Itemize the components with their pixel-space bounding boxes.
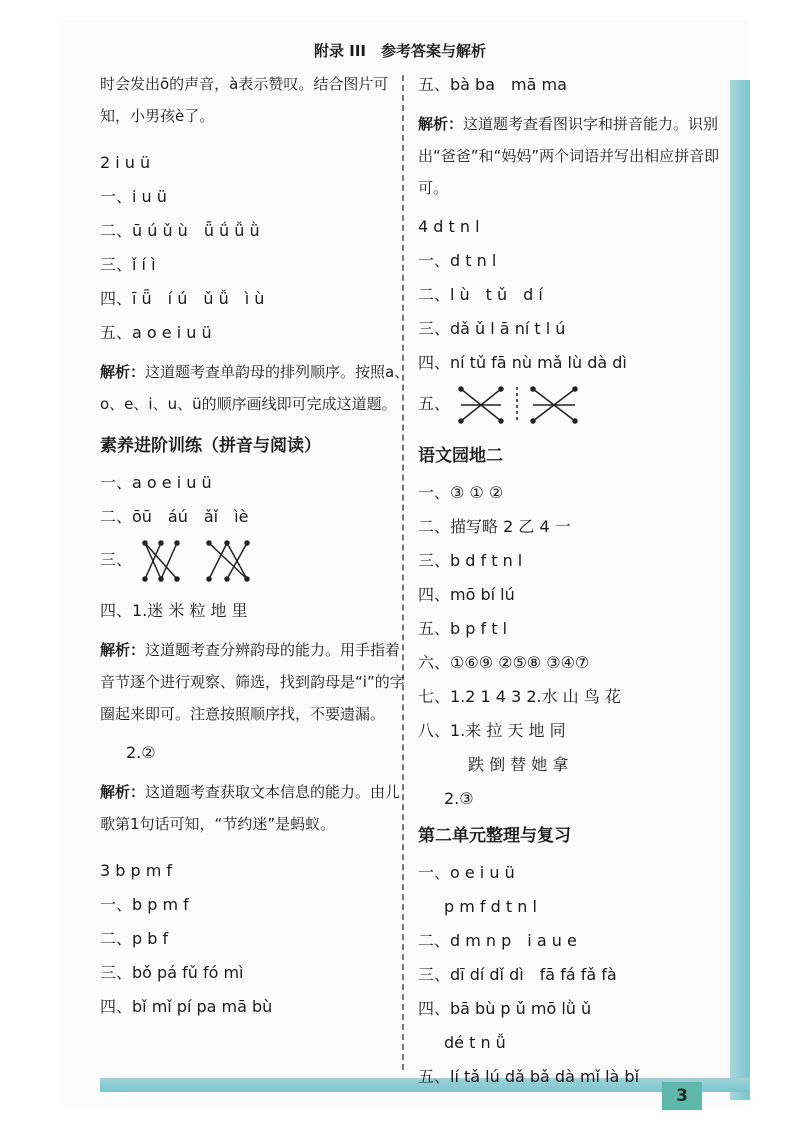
lesson4-q2: 二、l ù t ǔ d í xyxy=(418,285,543,304)
analysis-label: 解析： xyxy=(100,641,146,659)
training-analysis2 xyxy=(100,776,410,840)
analysis-label: 解析： xyxy=(418,115,464,133)
training-q2: 二、ōū áú ǎǐ ìè xyxy=(100,507,249,526)
training-q1: 一、a o e i u ü xyxy=(100,473,212,492)
lesson2-q3: 三、ǐ í ì xyxy=(100,255,156,274)
lesson4-title: 4 d t n l xyxy=(418,217,480,236)
lesson3-q5: 五、bà ba mā ma xyxy=(418,75,567,94)
garden-q5: 五、b p f t l xyxy=(418,619,508,638)
lesson2-q4: 四、ī ǖ í ú ǔ ǚ ì ù xyxy=(100,289,265,308)
review-q1: 一、o e i u ü xyxy=(418,863,515,882)
page-number: 3 xyxy=(662,1082,702,1110)
right-column xyxy=(418,68,728,1094)
lesson4-q1: 一、d t n l xyxy=(418,251,497,270)
training-q4: 四、1.迷 米 粒 地 里 xyxy=(100,601,248,620)
training-q4-part2: 2.② xyxy=(126,743,156,762)
lesson2-q2: 二、ū ú ǔ ù ǖ ǘ ǚ ǜ xyxy=(100,221,260,240)
garden-q7: 七、1.2 1 4 3 2.水 山 鸟 花 xyxy=(418,687,621,706)
review-title: 第二单元整理与复习 xyxy=(418,826,571,846)
lesson4-q5-label: 五、 xyxy=(418,394,451,413)
page-edge-right xyxy=(730,80,750,1100)
garden-q2: 二、描写略 2 乙 4 一 xyxy=(418,517,571,536)
garden-title: 语文园地二 xyxy=(418,446,503,466)
analysis-text: 这道题考查获取文本信息的能力。由儿歌第1句话可知，“节约迷”是蚂蚁。 xyxy=(100,783,401,833)
review-q5: 五、lí tǎ lú dǎ bǎ dà mǐ là bǐ xyxy=(418,1067,640,1086)
lesson2-title: 2 i u ü xyxy=(100,153,151,172)
garden-q8-part2: 2.③ xyxy=(444,789,474,808)
lesson3-analysis xyxy=(418,108,728,204)
garden-q6: 六、①⑥⑨ ②⑤⑧ ③④⑦ xyxy=(418,653,590,672)
lesson4-q5 xyxy=(418,380,728,428)
lesson3-q2: 二、p b f xyxy=(100,929,169,948)
lesson2-q5: 五、a o e i u ü xyxy=(100,323,212,342)
review-q2: 二、d m n p i a u e xyxy=(418,931,577,950)
training-title: 素养进阶训练（拼音与阅读） xyxy=(100,436,321,456)
training-q3 xyxy=(100,534,410,586)
garden-q1: 一、③ ① ② xyxy=(418,483,504,502)
matching-lines-drawing xyxy=(455,383,585,427)
garden-q8: 八、1.来 拉 天 地 同 xyxy=(418,721,566,740)
analysis-text: 这道题考查看图识字和拼音能力。识别出“爸爸”和“妈妈”两个词语并写出相应拼音即可。 xyxy=(418,115,720,197)
analysis-text: 这道题考查单韵母的排列顺序。按照a、o、e、i、u、ü的顺序画线即可完成这道题。 xyxy=(100,363,410,413)
review-q4: 四、bā bù p ǔ mō lǜ ǔ xyxy=(418,999,592,1018)
left-column xyxy=(100,68,410,1024)
garden-q3: 三、b d f t n l xyxy=(418,551,523,570)
matching-lines-drawing xyxy=(137,537,277,585)
lesson4-q3: 三、dǎ ǔ l ā ní t l ú xyxy=(418,319,566,338)
lesson2-q1: 一、i u ü xyxy=(100,187,167,206)
analysis-label: 解析： xyxy=(100,783,146,801)
lesson2-analysis xyxy=(100,356,410,420)
analysis-label: 解析： xyxy=(100,363,146,381)
review-q3: 三、dī dí dǐ dì fā fá fǎ fà xyxy=(418,965,617,984)
lesson3-q3: 三、bǒ pá fǔ fó mì xyxy=(100,963,244,982)
review-q4-row2: dé t n ǚ xyxy=(444,1033,506,1052)
analysis-text: 这道题考查分辨韵母的能力。用手指着音节逐个进行观察、筛选，找到韵母是“i”的字圈起来即可。注意按照顺序找，不要遗漏。 xyxy=(100,641,405,723)
garden-q8-row2: 跌 倒 替 她 拿 xyxy=(468,755,569,774)
garden-q4: 四、mō bí lú xyxy=(418,585,515,604)
intro-paragraph: 时会发出ō的声音，à表示赞叹。结合图片可知，小男孩è了。 xyxy=(100,75,389,125)
training-analysis1 xyxy=(100,634,410,730)
lesson4-q4: 四、ní tǔ fā nù mǎ lù dà dì xyxy=(418,353,627,372)
page-header: 附录 III 参考答案与解析 xyxy=(314,42,486,60)
lesson3-q1: 一、b p m f xyxy=(100,895,189,914)
lesson3-title: 3 b p m f xyxy=(100,861,173,880)
review-q1-row2: p m f d t n l xyxy=(444,897,537,916)
training-q3-label: 三、 xyxy=(100,550,133,569)
lesson3-q4: 四、bǐ mǐ pí pa mā bù xyxy=(100,997,273,1016)
